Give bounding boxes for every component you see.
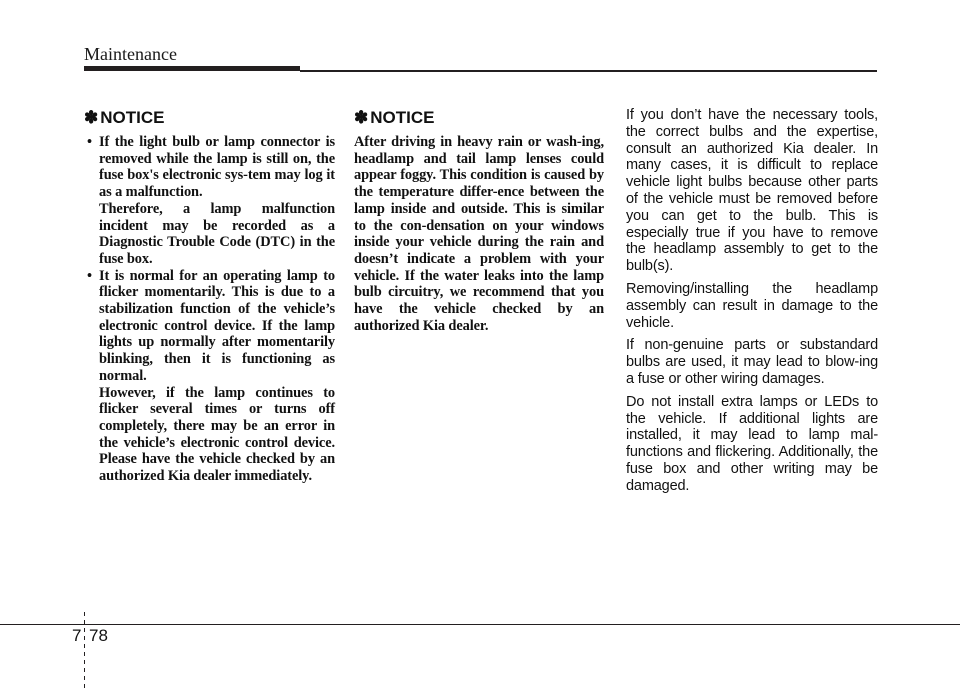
body-paragraph: Do not install extra lamps or LEDs to the vehicle. If additional lights are installed, it may lead to lamp mal-functions and flickering. Additionally, the fuse box and other writing may be damaged.	[626, 393, 878, 494]
notice-star-icon: ✽	[84, 108, 99, 127]
notice-box-lamp-connector	[84, 108, 335, 485]
body-paragraph: Removing/installing the headlamp assembly can result in damage to the vehicle.	[626, 280, 878, 331]
notice-list-item	[84, 268, 335, 485]
notice-paragraph: After driving in heavy rain or wash-ing, headlamp and tail lamp lenses could appear foggy. This condition is caused by the temperature differ-ence between the lamp inside and outside. This is similar to the con-densation on your windows inside your vehicle during the rain and doesn’t indicate a problem with your vehicle. If the water leaks into the lamp bulb circuitry, we recommend that you have the vehicle checked by an authorized Kia dealer.	[354, 134, 604, 334]
notice-paragraph: • It is normal for an operating lamp to flicker momentarily. This is due to a stabilization function of the vehicle’s electronic control device. If the lamp lights up normally after momentarily blinking, then it is functioning as normal.	[99, 267, 335, 384]
notice-paragraph: • If the light bulb or lamp connector is removed while the lamp is still on, the fuse box's electronic sys-tem may log it as a malfunction.	[99, 134, 335, 201]
notice-title: NOTICE	[370, 108, 435, 127]
notice-title: NOTICE	[100, 108, 165, 127]
page-number: 78	[89, 626, 108, 645]
notice-star-icon: ✽	[354, 108, 369, 127]
footer-divider	[84, 612, 85, 690]
notice-list-item	[84, 134, 335, 268]
chapter-number: 7	[72, 626, 82, 645]
header-rule-thin	[300, 70, 877, 72]
notice-paragraph: Therefore, a lamp malfunction incident may be recorded as a Diagnostic Trouble Code (DTC) in the fuse box.	[99, 200, 335, 267]
notice-list	[84, 134, 335, 485]
body-paragraph: If you don’t have the necessary tools, the correct bulbs and the expertise, consult an authorized Kia dealer. In many cases, it is difficult to replace vehicle light bulbs because other parts of the vehicle must be removed before you can get to the bulb. This is especially true if you have to remove the headlamp assembly to get to the bulb(s).	[626, 107, 878, 275]
notice-heading	[84, 108, 335, 128]
notice-paragraph: However, if the lamp continues to flicker several times or turns off completely, there may be an error in the vehicle’s electronic control device. Please have the vehicle checked by an authorized Kia dealer immediately.	[99, 384, 335, 485]
footer-rule	[0, 624, 960, 625]
header-rule-thick	[84, 66, 300, 71]
notice-heading	[354, 108, 604, 128]
notice-box-foggy-lenses	[354, 108, 604, 334]
body-paragraph: If non-genuine parts or substandard bulbs are used, it may lead to blow-ing a fuse or other wiring damages.	[626, 337, 878, 387]
body-text-column	[626, 107, 878, 501]
section-title: Maintenance	[84, 44, 177, 64]
